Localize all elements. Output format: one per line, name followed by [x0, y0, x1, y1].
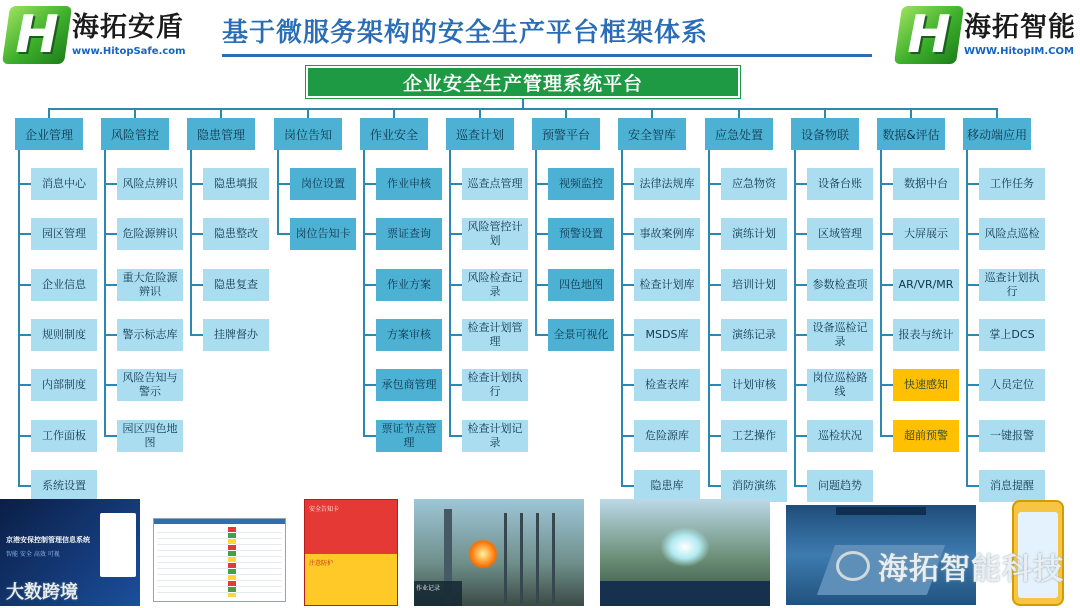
module-item[interactable]: 风险管控计划 [462, 218, 528, 250]
item-branch-line [190, 284, 204, 286]
right-logo-url: WWW.HitopIM.COM [964, 46, 1074, 57]
item-branch-line [18, 485, 32, 487]
module-item[interactable]: 规则制度 [31, 319, 97, 351]
module-item[interactable]: 内部制度 [31, 369, 97, 401]
item-branch-line [880, 284, 894, 286]
module-item[interactable]: 预警设置 [548, 218, 614, 250]
module-item[interactable]: 巡查点管理 [462, 168, 528, 200]
item-branch-line [449, 435, 463, 437]
item-branch-line [449, 284, 463, 286]
item-branch-line [363, 384, 377, 386]
item-branch-line [621, 233, 635, 235]
h-logo-icon: H [898, 6, 960, 64]
item-branch-line [621, 334, 635, 336]
item-branch-line [708, 183, 722, 185]
left-logo-url: www.HitopSafe.com [72, 46, 186, 57]
category-connector [393, 108, 395, 118]
module-item[interactable]: 视频监控 [548, 168, 614, 200]
item-branch-line [708, 334, 722, 336]
module-item[interactable]: AR/VR/MR [893, 269, 959, 301]
module-item[interactable]: 企业信息 [31, 269, 97, 301]
item-branch-line [18, 334, 32, 336]
item-branch-line [363, 334, 377, 336]
item-trunk-line [104, 150, 106, 436]
module-item[interactable]: 设备台账 [807, 168, 873, 200]
login-thumbnail-subtitle: 智能 安全 高效 可视 [6, 551, 60, 558]
hitopim-logo [898, 6, 1076, 64]
category-box[interactable]: 巡查计划 [446, 118, 514, 150]
category-box[interactable]: 风险管控 [101, 118, 169, 150]
item-branch-line [794, 233, 808, 235]
item-branch-line [104, 334, 118, 336]
category-bus-line [49, 108, 997, 110]
item-branch-line [18, 233, 32, 235]
item-branch-line [708, 435, 722, 437]
module-item[interactable]: 事故案例库 [634, 218, 700, 250]
item-branch-line [535, 233, 549, 235]
module-item[interactable]: 岗位巡检路线 [807, 369, 873, 401]
item-branch-line [794, 485, 808, 487]
item-branch-line [966, 334, 980, 336]
module-item[interactable]: 警示标志库 [117, 319, 183, 351]
category-connector [48, 108, 50, 118]
h-logo-icon: H [6, 6, 68, 64]
item-branch-line [535, 284, 549, 286]
item-branch-line [880, 334, 894, 336]
item-branch-line [880, 183, 894, 185]
item-branch-line [190, 233, 204, 235]
item-branch-line [794, 183, 808, 185]
item-branch-line [104, 233, 118, 235]
module-item[interactable]: 票证节点管理 [376, 420, 442, 452]
item-branch-line [621, 485, 635, 487]
item-branch-line [880, 435, 894, 437]
title-underline [222, 54, 872, 57]
item-branch-line [794, 284, 808, 286]
category-connector [307, 108, 309, 118]
module-item[interactable]: 设备巡检记录 [807, 319, 873, 351]
category-connector [220, 108, 222, 118]
item-branch-line [621, 384, 635, 386]
module-item[interactable]: 参数检查项 [807, 269, 873, 301]
module-item[interactable]: 消防演练 [721, 470, 787, 502]
item-branch-line [966, 435, 980, 437]
item-branch-line [277, 183, 291, 185]
module-item[interactable]: 岗位设置 [290, 168, 356, 200]
item-branch-line [966, 485, 980, 487]
module-item[interactable]: 演练记录 [721, 319, 787, 351]
hitopsafe-logo [6, 6, 186, 64]
item-branch-line [794, 435, 808, 437]
item-branch-line [104, 384, 118, 386]
item-branch-line [621, 435, 635, 437]
brand-watermark-text: 海拓智能科技 [878, 552, 1064, 587]
warning-card-title: 注意防护 [309, 560, 334, 567]
right-logo-name: 海拓智能 [964, 12, 1076, 43]
category-box[interactable]: 应急处置 [705, 118, 773, 150]
module-item[interactable]: 区域管理 [807, 218, 873, 250]
module-item[interactable]: 岗位告知卡 [290, 218, 356, 250]
module-item[interactable]: MSDS库 [634, 319, 700, 351]
category-connector [134, 108, 136, 118]
category-connector [996, 108, 998, 118]
module-item[interactable]: 作业方案 [376, 269, 442, 301]
module-item[interactable]: 隐患库 [634, 470, 700, 502]
platform-connector [522, 98, 524, 108]
item-branch-line [363, 435, 377, 437]
category-connector [651, 108, 653, 118]
module-item[interactable]: 检查表库 [634, 369, 700, 401]
item-branch-line [708, 384, 722, 386]
item-branch-line [880, 233, 894, 235]
site-watermark: 大数跨境 [6, 582, 78, 603]
item-branch-line [449, 384, 463, 386]
module-item[interactable]: 数据中台 [893, 168, 959, 200]
login-form-panel [100, 513, 136, 577]
module-item[interactable]: 巡检状况 [807, 420, 873, 452]
module-item[interactable]: 超前预警 [893, 420, 959, 452]
module-item[interactable]: 检查计划执行 [462, 369, 528, 401]
item-branch-line [966, 384, 980, 386]
module-item[interactable]: 工艺操作 [721, 420, 787, 452]
module-item[interactable]: 风险检查记录 [462, 269, 528, 301]
item-branch-line [449, 183, 463, 185]
module-item[interactable]: 全景可视化 [548, 319, 614, 351]
module-item[interactable]: 检查计划记录 [462, 420, 528, 452]
item-branch-line [363, 233, 377, 235]
emergency-drill-3d-thumbnail [600, 499, 770, 606]
category-connector [565, 108, 567, 118]
module-item[interactable]: 隐患整改 [203, 218, 269, 250]
module-item[interactable]: 系统设置 [31, 470, 97, 502]
module-item[interactable]: 承包商管理 [376, 369, 442, 401]
category-box[interactable]: 移动端应用 [963, 118, 1031, 150]
category-box[interactable]: 岗位告知 [274, 118, 342, 150]
item-branch-line [621, 284, 635, 286]
item-trunk-line [277, 150, 279, 234]
module-item[interactable]: 问题趋势 [807, 470, 873, 502]
item-branch-line [535, 183, 549, 185]
module-item[interactable]: 危险源库 [634, 420, 700, 452]
module-item[interactable]: 法律法规库 [634, 168, 700, 200]
item-branch-line [708, 485, 722, 487]
module-item[interactable]: 隐患填报 [203, 168, 269, 200]
category-box[interactable]: 设备物联 [791, 118, 859, 150]
category-box[interactable]: 安全智库 [618, 118, 686, 150]
item-branch-line [794, 384, 808, 386]
module-item[interactable]: 作业申核 [376, 168, 442, 200]
module-item[interactable]: 风险点辨识 [117, 168, 183, 200]
login-thumbnail-title: 京港安保控制管理信息系统 [6, 536, 90, 544]
data-table-thumbnail [153, 518, 286, 602]
item-branch-line [277, 233, 291, 235]
module-item[interactable]: 培训计划 [721, 269, 787, 301]
item-branch-line [794, 334, 808, 336]
warning-cards-thumbnail [304, 499, 398, 606]
item-branch-line [18, 435, 32, 437]
module-item[interactable]: 人员定位 [979, 369, 1045, 401]
module-item[interactable]: 计划审核 [721, 369, 787, 401]
item-branch-line [966, 284, 980, 286]
module-item[interactable]: 演练计划 [721, 218, 787, 250]
module-item[interactable]: 方案审核 [376, 319, 442, 351]
warning-card-title: 安全告知卡 [309, 506, 340, 513]
module-item[interactable]: 大屏展示 [893, 218, 959, 250]
item-branch-line [104, 284, 118, 286]
module-item[interactable]: 园区四色地图 [117, 420, 183, 452]
item-trunk-line [449, 150, 451, 436]
category-connector [824, 108, 826, 118]
item-trunk-line [363, 150, 365, 436]
page-title: 基于微服务架构的安全生产平台框架体系 [222, 18, 709, 48]
item-branch-line [966, 233, 980, 235]
plant-3d-scene-thumbnail [414, 499, 584, 606]
category-box[interactable]: 企业管理 [15, 118, 83, 150]
module-item[interactable]: 挂牌督办 [203, 319, 269, 351]
module-item[interactable]: 一键报警 [979, 420, 1045, 452]
module-item[interactable]: 危险源辨识 [117, 218, 183, 250]
item-branch-line [449, 334, 463, 336]
item-branch-line [18, 284, 32, 286]
item-branch-line [535, 334, 549, 336]
item-branch-line [18, 183, 32, 185]
item-trunk-line [190, 150, 192, 335]
module-item[interactable]: 应急物资 [721, 168, 787, 200]
category-box[interactable]: 预警平台 [532, 118, 600, 150]
module-item[interactable]: 检查计划库 [634, 269, 700, 301]
category-box[interactable]: 隐患管理 [187, 118, 255, 150]
item-branch-line [104, 183, 118, 185]
scene-info-panel: 作业记录 [414, 581, 462, 606]
item-branch-line [363, 284, 377, 286]
module-item[interactable]: 消息中心 [31, 168, 97, 200]
item-branch-line [621, 183, 635, 185]
module-item[interactable]: 风险告知与警示 [117, 369, 183, 401]
module-item[interactable]: 隐患复查 [203, 269, 269, 301]
module-item[interactable]: 风险点巡检 [979, 218, 1045, 250]
module-item[interactable]: 工作任务 [979, 168, 1045, 200]
module-item[interactable]: 报表与统计 [893, 319, 959, 351]
platform-box: 企业安全生产管理系统平台 [306, 66, 740, 98]
left-logo-name: 海拓安盾 [72, 12, 184, 43]
module-item[interactable]: 四色地图 [548, 269, 614, 301]
item-branch-line [708, 284, 722, 286]
item-branch-line [449, 233, 463, 235]
module-item[interactable]: 巡查计划执行 [979, 269, 1045, 301]
module-item[interactable]: 票证查询 [376, 218, 442, 250]
item-branch-line [18, 384, 32, 386]
item-branch-line [190, 183, 204, 185]
category-connector [479, 108, 481, 118]
wechat-icon [836, 551, 870, 581]
module-item[interactable]: 重大危险源辨识 [117, 269, 183, 301]
module-item[interactable]: 快速感知 [893, 369, 959, 401]
module-item[interactable]: 掌上DCS [979, 319, 1045, 351]
category-connector [738, 108, 740, 118]
item-trunk-line [535, 150, 537, 335]
item-branch-line [966, 183, 980, 185]
module-item[interactable]: 园区管理 [31, 218, 97, 250]
item-branch-line [880, 384, 894, 386]
module-item[interactable]: 工作面板 [31, 420, 97, 452]
category-connector [910, 108, 912, 118]
module-item[interactable]: 检查计划管理 [462, 319, 528, 351]
module-item[interactable]: 消息提醒 [979, 470, 1045, 502]
brand-watermark [836, 544, 1064, 588]
category-box[interactable]: 数据&评估 [877, 118, 945, 150]
item-branch-line [104, 435, 118, 437]
item-trunk-line [880, 150, 882, 436]
category-box[interactable]: 作业安全 [360, 118, 428, 150]
item-branch-line [708, 233, 722, 235]
item-branch-line [363, 183, 377, 185]
item-branch-line [190, 334, 204, 336]
